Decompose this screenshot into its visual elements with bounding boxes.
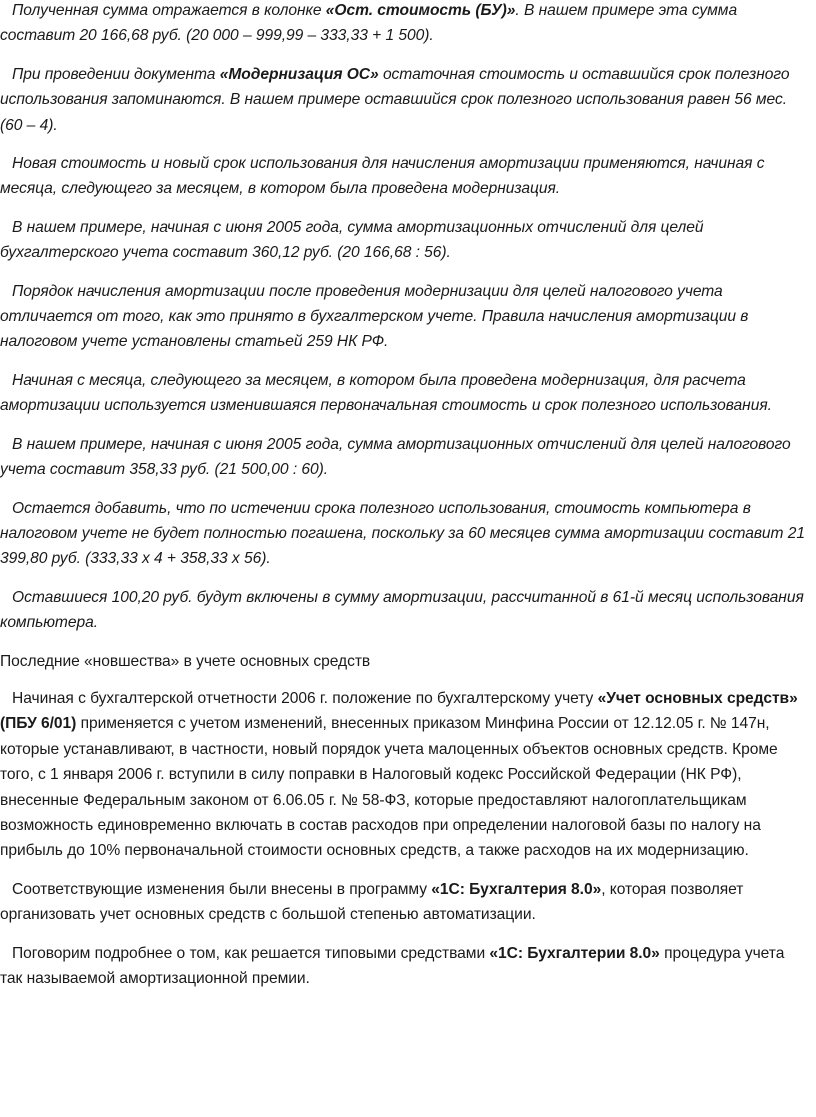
text-run: Оставшиеся 100,20 руб. будут включены в сумму амортизации, рассчитанной в 61-й месяц использования компьютера. — [0, 588, 804, 632]
bold-text: «1С: Бухгалтерии 8.0» — [489, 944, 660, 962]
paragraph — [0, 215, 810, 266]
bold-text: «Ост. стоимость (БУ)» — [325, 2, 516, 19]
bold-text: «1С: Бухгалтерия 8.0» — [431, 880, 602, 898]
paragraph — [0, 279, 810, 355]
paragraph — [0, 432, 810, 483]
paragraph — [0, 62, 810, 138]
text-run: В нашем примере, начиная с июня 2005 года, сумма амортизационных отчислений для целей налогового учета составит 358,33 руб. (21 500,00 : 60). — [0, 435, 791, 479]
text-run: Полученная сумма отражается в колонке — [12, 2, 326, 19]
paragraph — [0, 877, 810, 928]
text-run: Поговорим подробнее о том, как решается типовыми средствами — [12, 944, 490, 962]
paragraph — [0, 941, 810, 992]
text-run: Начиная с месяца, следующего за месяцем, в котором была проведена модернизация, для расчета амортизации используется изменившаяся первоначальная стоимость и срок полезного использования. — [0, 371, 772, 415]
paragraph — [0, 585, 810, 636]
text-run: применяется с учетом изменений, внесенных приказом Минфина России от 12.12.05 г. № 147н, которые устанавливают, в частности, новый порядок учета малоценных объектов основных средств. Кроме того, с 1 января 2006 г. вступили в силу поправки в Налоговый кодекс Российской Федерации (НК РФ), внесенные Федеральным законом от 6.06.05 г. № 58-ФЗ, которые предоставляют налогоплательщикам возможность единовременно включать в состав расходов при определении налоговой базы по налогу на прибыль до 10% первоначальной стоимости основных средств, а также расходов на их модернизацию. — [0, 715, 778, 860]
paragraph — [0, 151, 810, 202]
paragraph — [0, 496, 810, 572]
text-run: Остается добавить, что по истечении срока полезного использования, стоимость компьютера в налоговом учете не будет полностью погашена, поскольку за 60 месяцев сумма амортизации составит 21 399,80 руб. (333,33 х 4 + 358,33 х 56). — [0, 499, 806, 568]
text-run: Начиная с бухгалтерской отчетности 2006 г. положение по бухгалтерскому учету — [12, 689, 598, 707]
text-run: При проведении документа — [12, 65, 220, 83]
text-run: . В нашем примере эта сумма составит 20 166,68 руб. (20 000 – 999,99 – 333,33 + 1 500). — [0, 2, 738, 45]
text-run: процедура учета так называемой амортизационной премии. — [0, 944, 785, 987]
text-run: Новая стоимость и новый срок использования для начисления амортизации применяются, начиная с месяца, следующего за месяцем, в котором была проведена модернизация. — [0, 155, 765, 198]
paragraph — [0, 368, 810, 419]
paragraph — [0, 686, 810, 864]
text-run: остаточная стоимость и оставшийся срок полезного использования запоминаются. В нашем примере оставшийся срок полезного использования равен 56 мес. (60 – 4). — [0, 65, 790, 134]
text-run: Последние «новшества» в учете основных средств — [0, 652, 371, 670]
paragraph — [0, 0, 810, 49]
bold-text: «Модернизация ОС» — [219, 65, 379, 83]
text-run: В нашем примере, начиная с июня 2005 года, сумма амортизационных отчислений для целей бухгалтерского учета составит 360,12 руб. (20 166,68 : 56). — [0, 218, 704, 262]
text-run: Соответствующие изменения были внесены в программу — [12, 880, 432, 898]
text-run: Порядок начисления амортизации после проведения модернизации для целей налогового учета отличается от того, как это принято в бухгалтерском учете. Правила начисления амортизации в налоговом учете установлены статьей 259 НК РФ. — [0, 282, 749, 351]
text-run: , которая позволяет организовать учет основных средств с большой степенью автоматизации. — [0, 880, 744, 924]
bold-text: «Учет основных средств» (ПБУ 6/01) — [0, 689, 798, 733]
section-heading — [0, 649, 810, 674]
